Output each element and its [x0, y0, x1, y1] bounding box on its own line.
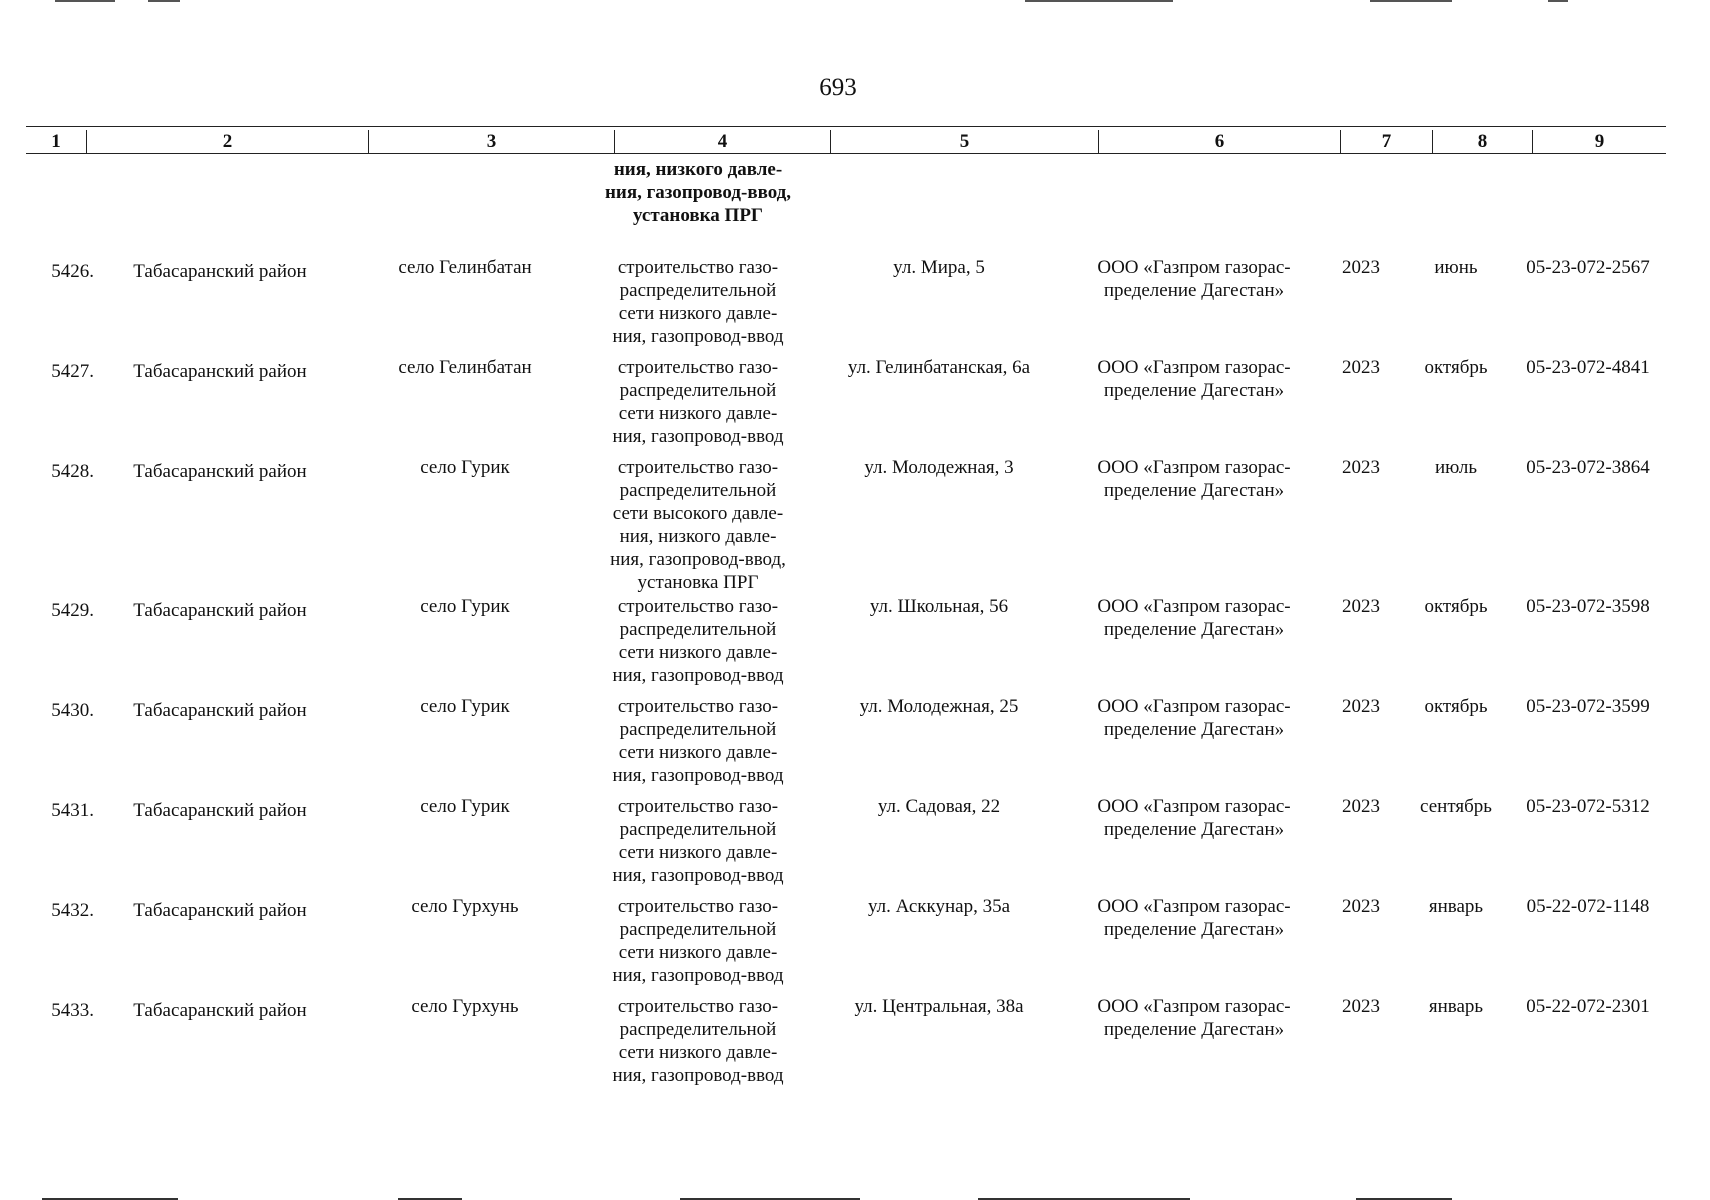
address-cell: ул. Мира, 5 — [893, 257, 985, 278]
district-cell: Табасаранский район — [133, 261, 307, 282]
header-top-rule — [26, 126, 1666, 127]
text-line: строительство газо- — [617, 357, 779, 378]
code-cell: 05-22-072-1148 — [1526, 896, 1650, 917]
text-line: пределение Дагестан» — [1103, 280, 1285, 301]
text-line: ния, газопровод-ввод — [612, 665, 784, 686]
work-cell — [589, 456, 807, 594]
scan-mark — [148, 0, 180, 2]
year-cell: 2023 — [1342, 257, 1380, 278]
text-line: пределение Дагестан» — [1103, 480, 1285, 501]
work-cell — [589, 795, 807, 887]
month-cell: октябрь — [1424, 357, 1488, 378]
page-number: 693 — [819, 74, 857, 101]
text-line: сети высокого давле- — [612, 503, 784, 524]
text-line: распределительной — [619, 280, 777, 301]
text-line: ООО «Газпром газорас- — [1097, 257, 1291, 278]
text-line: сети низкого давле- — [618, 403, 778, 424]
year-cell: 2023 — [1342, 696, 1380, 717]
text-line: распределительной — [619, 480, 777, 501]
row-number: 5430. — [51, 700, 94, 721]
text-line: ния, газопровод-ввод — [612, 426, 784, 447]
village-cell: село Гурхунь — [411, 896, 519, 917]
work-cell — [589, 595, 807, 687]
scan-mark — [1370, 0, 1452, 2]
year-cell: 2023 — [1342, 896, 1380, 917]
organization-cell — [1072, 595, 1316, 641]
code-cell: 05-23-072-5312 — [1526, 796, 1650, 817]
column-header: 6 — [1098, 130, 1340, 154]
organization-cell — [1072, 995, 1316, 1041]
organization-cell — [1072, 695, 1316, 741]
scan-mark — [1025, 0, 1173, 2]
row-number: 5426. — [51, 261, 94, 282]
text-line: строительство газо- — [617, 896, 779, 917]
text-line: распределительной — [619, 380, 777, 401]
text-line: строительство газо- — [617, 696, 779, 717]
month-cell: июль — [1434, 457, 1478, 478]
work-cell — [589, 256, 807, 348]
text-line: распределительной — [619, 1019, 777, 1040]
text-line: сети низкого давле- — [618, 303, 778, 324]
text-line: ния, газопровод-ввод — [612, 765, 784, 786]
address-cell: ул. Молодежная, 25 — [859, 696, 1019, 717]
row-number: 5429. — [51, 600, 94, 621]
year-cell: 2023 — [1342, 796, 1380, 817]
text-line: ния, газопровод-ввод, — [604, 182, 792, 203]
text-line: ООО «Газпром газорас- — [1097, 596, 1291, 617]
text-line: ния, газопровод-ввод, — [610, 549, 786, 570]
column-header: 9 — [1532, 130, 1666, 154]
address-cell: ул. Молодежная, 3 — [864, 457, 1014, 478]
text-line: строительство газо- — [617, 457, 779, 478]
row-number: 5431. — [51, 800, 94, 821]
text-line: пределение Дагестан» — [1103, 919, 1285, 940]
district-cell: Табасаранский район — [133, 700, 307, 721]
village-cell: село Гурик — [420, 457, 510, 478]
village-cell: село Гелинбатан — [398, 257, 532, 278]
text-line: строительство газо- — [617, 257, 779, 278]
village-cell: село Гурик — [420, 696, 510, 717]
text-line: ООО «Газпром газорас- — [1097, 896, 1291, 917]
month-cell: январь — [1428, 996, 1484, 1017]
text-line: пределение Дагестан» — [1103, 619, 1285, 640]
text-line: ООО «Газпром газорас- — [1097, 796, 1291, 817]
work-cell — [589, 695, 807, 787]
month-cell: октябрь — [1424, 696, 1488, 717]
work-cell — [589, 895, 807, 987]
village-cell: село Гурик — [420, 596, 510, 617]
code-cell: 05-23-072-2567 — [1526, 257, 1650, 278]
row-number: 5432. — [51, 900, 94, 921]
column-header: 5 — [830, 130, 1098, 154]
year-cell: 2023 — [1342, 996, 1380, 1017]
code-cell: 05-23-072-3598 — [1526, 596, 1650, 617]
header-bottom-rule — [26, 153, 1666, 154]
address-cell: ул. Центральная, 38а — [854, 996, 1024, 1017]
month-cell: июнь — [1434, 257, 1478, 278]
organization-cell — [1072, 456, 1316, 502]
text-line: ния, газопровод-ввод — [612, 865, 784, 886]
district-cell: Табасаранский район — [133, 1000, 307, 1021]
text-line: распределительной — [619, 719, 777, 740]
organization-cell — [1072, 356, 1316, 402]
column-header: 7 — [1340, 130, 1432, 154]
district-cell: Табасаранский район — [133, 900, 307, 921]
work-cell — [589, 995, 807, 1087]
month-cell: сентябрь — [1420, 796, 1492, 817]
text-line: пределение Дагестан» — [1103, 819, 1285, 840]
month-cell: январь — [1428, 896, 1484, 917]
district-cell: Табасаранский район — [133, 800, 307, 821]
village-cell: село Гелинбатан — [398, 357, 532, 378]
text-line: ООО «Газпром газорас- — [1097, 696, 1291, 717]
organization-cell — [1072, 256, 1316, 302]
text-line: установка ПРГ — [632, 205, 764, 226]
text-line: распределительной — [619, 619, 777, 640]
text-line: ния, газопровод-ввод — [612, 1065, 784, 1086]
code-cell: 05-23-072-3599 — [1526, 696, 1650, 717]
row-number: 5428. — [51, 461, 94, 482]
village-cell: село Гурик — [420, 796, 510, 817]
text-line: установка ПРГ — [637, 572, 759, 593]
year-cell: 2023 — [1342, 596, 1380, 617]
scan-mark — [55, 0, 115, 2]
continuation-text — [589, 158, 807, 227]
address-cell: ул. Школьная, 56 — [869, 596, 1009, 617]
row-number: 5427. — [51, 361, 94, 382]
column-header: 8 — [1432, 130, 1532, 154]
address-cell: ул. Асккунар, 35а — [867, 896, 1011, 917]
work-cell — [589, 356, 807, 448]
column-header: 2 — [86, 130, 368, 154]
code-cell: 05-22-072-2301 — [1526, 996, 1650, 1017]
district-cell: Табасаранский район — [133, 361, 307, 382]
text-line: сети низкого давле- — [618, 942, 778, 963]
column-header: 4 — [614, 130, 830, 154]
scan-mark — [1548, 0, 1568, 2]
text-line: распределительной — [619, 919, 777, 940]
district-cell: Табасаранский район — [133, 600, 307, 621]
text-line: сети низкого давле- — [618, 842, 778, 863]
organization-cell — [1072, 895, 1316, 941]
text-line: ООО «Газпром газорас- — [1097, 357, 1291, 378]
text-line: строительство газо- — [617, 796, 779, 817]
address-cell: ул. Садовая, 22 — [877, 796, 1001, 817]
text-line: ООО «Газпром газорас- — [1097, 996, 1291, 1017]
text-line: пределение Дагестан» — [1103, 1019, 1285, 1040]
text-line: сети низкого давле- — [618, 742, 778, 763]
text-line: пределение Дагестан» — [1103, 719, 1285, 740]
text-line: строительство газо- — [617, 596, 779, 617]
text-line: сети низкого давле- — [618, 1042, 778, 1063]
year-cell: 2023 — [1342, 357, 1380, 378]
text-line: ния, газопровод-ввод — [612, 965, 784, 986]
column-header: 1 — [51, 131, 61, 152]
text-line: ООО «Газпром газорас- — [1097, 457, 1291, 478]
text-line: сети низкого давле- — [618, 642, 778, 663]
month-cell: октябрь — [1424, 596, 1488, 617]
text-line: распределительной — [619, 819, 777, 840]
code-cell: 05-23-072-4841 — [1526, 357, 1650, 378]
organization-cell — [1072, 795, 1316, 841]
text-line: ния, низкого давле- — [613, 159, 783, 180]
district-cell: Табасаранский район — [133, 461, 307, 482]
text-line: строительство газо- — [617, 996, 779, 1017]
row-number: 5433. — [51, 1000, 94, 1021]
text-line: ния, низкого давле- — [619, 526, 777, 547]
text-line: пределение Дагестан» — [1103, 380, 1285, 401]
year-cell: 2023 — [1342, 457, 1380, 478]
text-line: ния, газопровод-ввод — [612, 326, 784, 347]
address-cell: ул. Гелинбатанская, 6а — [847, 357, 1031, 378]
village-cell: село Гурхунь — [411, 996, 519, 1017]
column-header: 3 — [368, 130, 614, 154]
code-cell: 05-23-072-3864 — [1526, 457, 1650, 478]
